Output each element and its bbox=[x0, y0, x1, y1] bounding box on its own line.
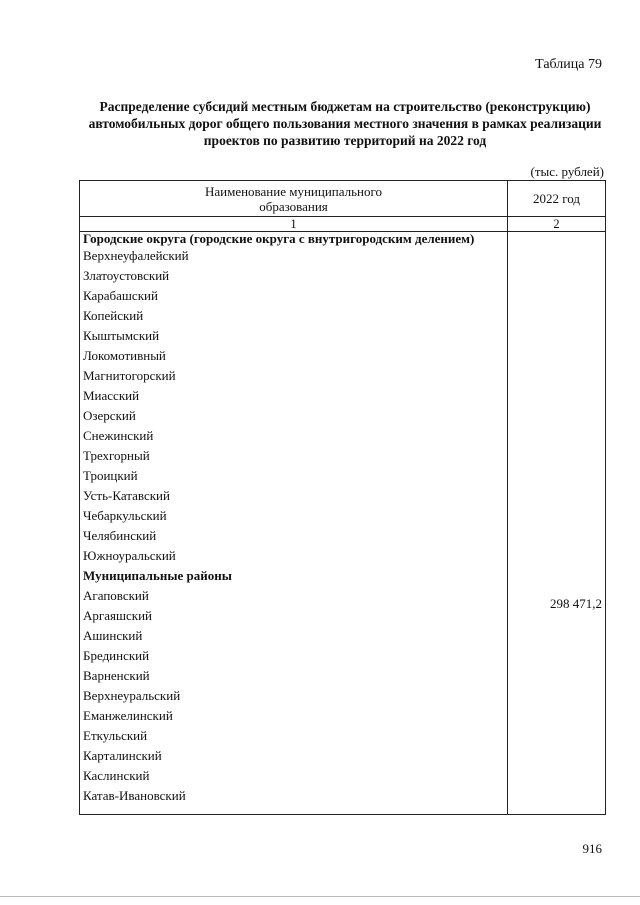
municipality-name: Верхнеуфалейский bbox=[83, 248, 189, 263]
municipality-name: Карабашский bbox=[83, 288, 158, 303]
municipality-name: Аргаяшский bbox=[83, 608, 152, 623]
column-number-row bbox=[80, 217, 606, 232]
municipality-name: Снежинский bbox=[83, 428, 154, 443]
column-number-1: 1 bbox=[80, 217, 508, 232]
municipality-name: Каслинский bbox=[83, 768, 150, 783]
municipality-name: Еманжелинский bbox=[83, 708, 173, 723]
header-municipality: Наименование муниципального образования bbox=[80, 181, 508, 217]
municipality-name: Копейский bbox=[83, 308, 144, 323]
municipality-name: Варненский bbox=[83, 668, 150, 683]
group-heading-districts: Муниципальные районы bbox=[83, 568, 232, 583]
municipality-name: Брединский bbox=[83, 648, 150, 663]
table-number: Таблица 79 bbox=[535, 57, 602, 72]
bottom-divider bbox=[0, 896, 640, 897]
header-row bbox=[80, 181, 606, 217]
column-number-2: 2 bbox=[508, 217, 606, 232]
municipality-list bbox=[80, 232, 508, 815]
document-title: Распределение субсидий местным бюджетам на строительство (реконструкцию) автомобильных дорог общего пользования местного значения в рамках реализации проектов по развитию территорий на 2022 год bbox=[88, 99, 602, 148]
units-label: (тыс. рублей) bbox=[530, 164, 604, 179]
subsidy-table bbox=[79, 180, 606, 815]
municipality-name: Ашинский bbox=[83, 628, 143, 643]
municipality-name: Миасский bbox=[83, 388, 140, 403]
header-year: 2022 год bbox=[508, 181, 606, 217]
group-heading-urban: Городские округа (городские округа с внутригородским делением) bbox=[83, 231, 475, 246]
municipality-name: Карталинский bbox=[83, 748, 162, 763]
municipality-name: Троицкий bbox=[83, 468, 138, 483]
municipality-name: Челябинский bbox=[83, 528, 157, 543]
municipality-name: Верхнеуральский bbox=[83, 688, 181, 703]
municipality-name: Трехгорный bbox=[83, 448, 150, 463]
municipality-name: Локомотивный bbox=[83, 348, 166, 363]
municipality-name: Южноуральский bbox=[83, 548, 176, 563]
municipality-name: Агаповский bbox=[83, 588, 149, 603]
municipality-name: Златоустовский bbox=[83, 268, 170, 283]
page-number: 916 bbox=[582, 841, 602, 856]
municipality-name: Кыштымский bbox=[83, 328, 160, 343]
municipality-name: Усть-Катавский bbox=[83, 488, 170, 503]
chelyabinsk-value: 298 471,2 bbox=[550, 596, 602, 611]
municipality-name: Магнитогорский bbox=[83, 368, 176, 383]
municipality-name: Катав-Ивановский bbox=[83, 788, 186, 803]
municipality-name: Озерский bbox=[83, 408, 136, 423]
municipal-district-list bbox=[83, 586, 504, 806]
urban-district-list bbox=[83, 246, 504, 566]
value-column bbox=[508, 232, 606, 815]
municipality-name: Чебаркульский bbox=[83, 508, 167, 523]
municipality-name: Еткульский bbox=[83, 728, 148, 743]
table-body-row bbox=[80, 232, 606, 815]
